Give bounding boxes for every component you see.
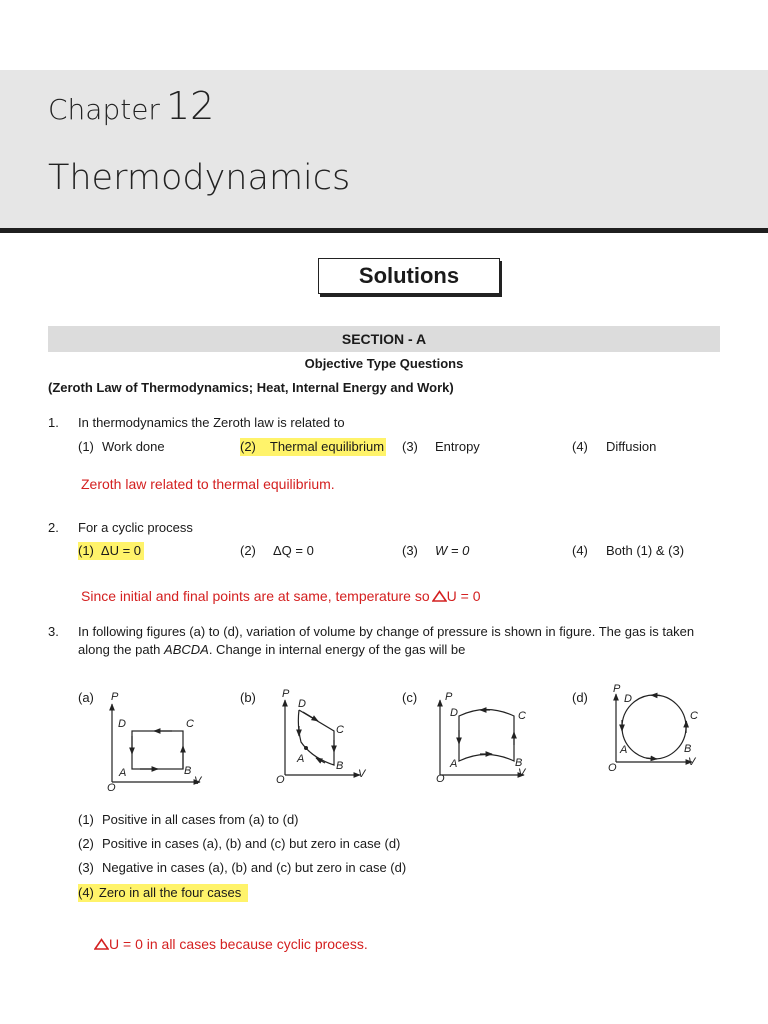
svg-text:C: C [186,718,194,730]
question-text-line-1: In following figures (a) to (d), variation of volume by change of pressure is shown in figure. The gas is taken [78,624,695,639]
svg-text:C: C [690,710,698,722]
option-number: (2) [240,543,256,558]
svg-text:D: D [450,707,458,719]
svg-text:O: O [107,782,116,794]
option-number: (4) [572,439,588,454]
figure-label-d: (d) [572,690,588,705]
section-topic: (Zeroth Law of Thermodynamics; Heat, Internal Energy and Work) [48,380,454,395]
option-number: (2) [78,836,94,851]
svg-text:P: P [282,688,290,700]
option-text: ΔU = 0 [100,543,142,558]
option-number: (4) [572,543,588,558]
svg-text:A: A [119,767,127,779]
svg-text:O: O [276,774,285,786]
option-number: (3) [402,543,418,558]
svg-text:C: C [336,724,344,736]
figure-label-b: (b) [240,690,256,705]
chapter-title: Thermodynamics [48,158,351,198]
svg-text:A: A [297,753,305,765]
point-a-dot [304,746,308,750]
question-number: 1. [48,415,59,430]
answer-tail: U = 0 [446,588,481,604]
chapter-number: 12 [165,84,215,128]
option-text: Positive in all cases from (a) to (d) [102,812,299,827]
solutions-heading: Solutions [318,258,500,294]
svg-text:O: O [436,773,445,785]
svg-text:B: B [336,760,344,772]
svg-text:D: D [624,693,632,705]
question-text: In thermodynamics the Zeroth law is related to [78,415,345,430]
svg-text:V: V [518,767,526,779]
question-number: 2. [48,520,59,535]
option-correct [78,884,248,902]
option-text: Positive in cases (a), (b) and (c) but zero in case (d) [102,836,401,851]
option-text: Work done [102,439,165,454]
svg-text:O: O [608,762,617,774]
option-number: (3) [402,439,418,454]
question-text: For a cyclic process [78,520,193,535]
svg-text:P: P [613,683,621,695]
svg-text:A: A [450,758,458,770]
text-fragment: along the path [78,642,165,657]
svg-text:A: A [620,744,628,756]
answer-text: Since initial and final points are at same, temperature so [81,588,430,604]
option-number: (3) [78,860,94,875]
svg-text:P: P [445,691,453,703]
path-name: ABCDA [164,642,209,657]
option-text: ΔQ = 0 [273,543,314,558]
option-text: Both (1) & (3) [606,543,685,558]
svg-text:C: C [518,710,526,722]
option-number: (1) [78,439,94,454]
text-fragment: . Change in internal energy of the gas will be [208,642,466,657]
svg-text:V: V [688,756,696,768]
section-subtitle: Objective Type Questions [304,356,464,371]
option-text: Negative in cases (a), (b) and (c) but zero in case (d) [102,860,407,875]
svg-text:V: V [358,768,366,780]
option-number: (4) [78,885,94,900]
answer-explanation [94,936,368,952]
option-text: Zero in all the four cases [98,885,242,900]
section-title: SECTION - A [48,326,720,352]
figure-label-c: (c) [402,690,418,705]
answer-explanation: Zeroth law related to thermal equilibrium. [81,476,335,492]
option-number: (1) [78,543,94,558]
svg-text:B: B [184,765,192,777]
svg-text:D: D [298,698,306,710]
svg-text:D: D [118,718,126,730]
figure-label-a: (a) [78,690,94,705]
option-text: Thermal equilibrium [269,439,385,454]
delta-triangle-icon [94,938,109,950]
option-text: W = 0 [435,543,470,558]
chapter-word: Chapter [48,93,160,126]
svg-text:V: V [194,775,202,787]
svg-text:P: P [111,691,119,703]
option-number: (2) [240,439,256,454]
svg-text:B: B [515,757,523,769]
option-text: Entropy [435,439,480,454]
question-number: 3. [48,624,59,639]
svg-text:B: B [684,743,692,755]
option-text: Diffusion [606,439,657,454]
answer-tail: U = 0 in all cases because cyclic process. [109,936,368,952]
option-number: (1) [78,812,94,827]
